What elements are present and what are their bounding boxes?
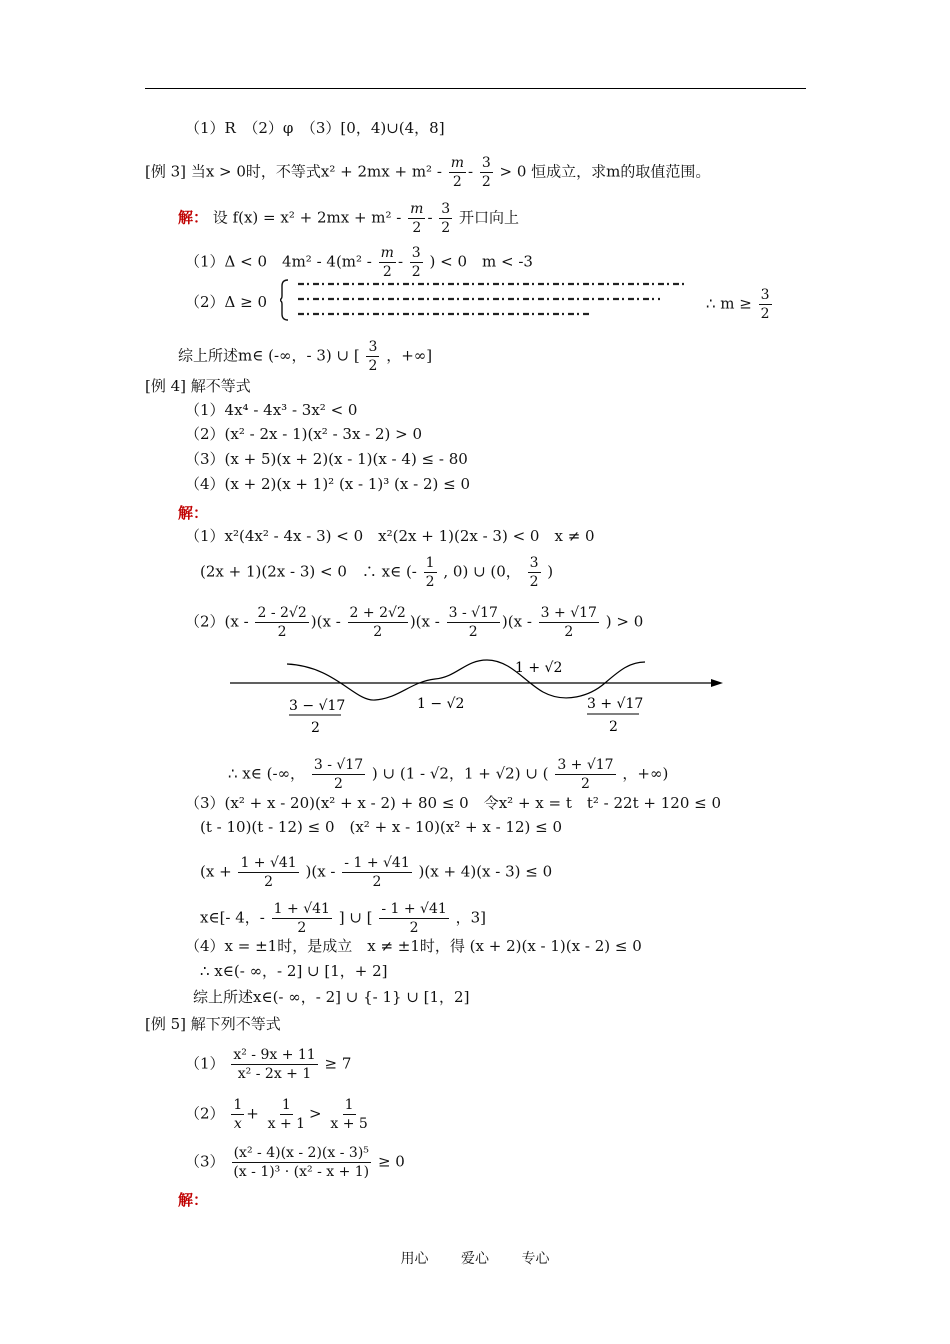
fraction: $\frac{3}{2}$ xyxy=(368,339,378,374)
fraction: $\frac{3 - √17}{2}$ xyxy=(448,605,498,640)
solution-label: 解： xyxy=(178,208,209,227)
solution-text: ) > 0 xyxy=(605,612,644,631)
question-text: ≥ 0 xyxy=(377,1152,405,1171)
fraction: $\frac{m}{2}$ xyxy=(410,201,424,236)
example-3-case-2-result xyxy=(706,286,774,323)
fraction: $\frac{1}{x + 1}$ xyxy=(267,1097,306,1132)
header-rule xyxy=(145,88,806,89)
footer-text: 专心 xyxy=(521,1251,550,1267)
solution-text: (x + xyxy=(200,862,232,881)
garbled-brace-system-image xyxy=(280,276,700,324)
fraction: $\frac{3 + √17}{2}$ xyxy=(540,605,597,640)
root-label-d: 3 + √17 xyxy=(587,696,644,712)
case-result-text: ∴ m ≥ xyxy=(706,294,752,313)
example-5-q1 xyxy=(185,1046,351,1083)
fraction: $\frac{- 1 + √41}{2}$ xyxy=(381,901,447,936)
fraction: $\frac{1}{2}$ xyxy=(425,555,435,590)
fraction: $\frac{\text{x² - 9x + 11}}{\text{x² - 2x + 1}}$ xyxy=(233,1047,316,1082)
example-3-text-post: > 0 恒成立，求m的取值范围。 xyxy=(499,162,711,181)
fraction: $\frac{1}{x + 5}$ xyxy=(330,1097,368,1132)
example-4-solution-3b: (t - 10)(t - 12) ≤ 0 (x² + x - 10)(x² + x - 12) ≤ 0 xyxy=(200,818,563,836)
solution-text: x∈[- 4，- xyxy=(200,908,265,927)
fraction: $\frac{m}{2}$ xyxy=(450,155,464,190)
example-4-solution-1a: （1）x²(4x² - 4x - 3) < 0 x²(2x + 1)(2x - 3) < 0 x ≠ 0 xyxy=(185,527,595,545)
example-5-label: [例 5] 解下列不等式 xyxy=(145,1015,281,1033)
example-3-case-2 xyxy=(185,292,267,312)
solution-text: ] ∪ [ xyxy=(338,908,373,927)
example-3-problem: [例 3] 当x > 0时，不等式x² + 2mx + m² - $\frac{m}{2}$ - $\frac{3}{2}$ > 0 恒成立，求m的取值范围。 xyxy=(145,155,711,190)
example-3-solution: 解： 设 f(x) = x² + 2mx + m² - $\frac{m}{2}$ - $\frac{3}{2}$ 开口向上 xyxy=(178,201,519,236)
footer-text: 用心 xyxy=(400,1251,429,1267)
sign-wave-curve xyxy=(287,660,645,700)
case-text: （2）Δ ≥ 0 xyxy=(185,293,268,311)
page-footer xyxy=(0,1248,950,1268)
solution-text: 开口向上 xyxy=(458,208,519,227)
fraction: $\frac{3}{2}$ xyxy=(481,155,491,190)
example-4-q1: （1）4x⁴ - 4x³ - 3x² < 0 xyxy=(185,401,358,419)
sign-chart-number-line xyxy=(225,652,725,742)
fraction: $\frac{3}{2}$ xyxy=(760,287,770,322)
fraction: $\frac{- 1 + √41}{2}$ xyxy=(344,855,410,890)
fraction: $\frac{2 - 2√2}{2}$ xyxy=(257,605,307,640)
example-3-case-1: （1）Δ < 0 4m² - 4(m² - $\frac{m}{2}$ - $\frac{3}{2}$ ) < 0 m < -3 xyxy=(185,245,533,280)
solution-text: ∴ x∈ (-∞， xyxy=(228,764,306,783)
root-label-b: 1 − √2 xyxy=(417,696,465,712)
fraction: $\frac{1}{x}$ xyxy=(233,1097,243,1132)
example-4-q3: （3）(x + 5)(x + 2)(x - 1)(x - 4) ≤ - 80 xyxy=(185,450,468,468)
question-number: （2） xyxy=(185,1104,225,1123)
example-4-solution-2: （2）(x - $\frac{2 - 2√2}{2}$ )(x - $\frac{2 + 2√2}{2}$ )(x - $\frac{3 - √17}{2}$ )(x - $\frac{3 + √17}{2}$ ) > 0 xyxy=(185,605,644,640)
example-4-solution-2-answer xyxy=(228,756,668,793)
fraction: $\frac{\text{(x² - 4)(x - 2)(x - 3)⁵}}{\text{(x - 1)³ · (x² - x + 1)}}$ xyxy=(233,1145,370,1180)
example-3-text-pre: 当x > 0时，不等式x² + 2mx + m² - xyxy=(190,162,442,181)
solution-text: (2x + 1)(2x - 3) < 0 ∴ x∈ (- xyxy=(200,562,417,581)
solution-label: 解： xyxy=(178,504,209,522)
root-label-a: 3 − √17 xyxy=(289,698,346,714)
example-5-q3 xyxy=(185,1144,405,1181)
fraction: $\frac{1 + √41}{2}$ xyxy=(240,855,297,890)
example-5-q2: （2） $\frac{1}{x}$ + $\frac{1}{x + 1}$ > $\frac{1}{x + 5}$ xyxy=(185,1097,368,1132)
solution-text: （2）(x - xyxy=(185,612,249,631)
axis-arrow-icon xyxy=(711,679,723,687)
previous-answers: （1）R （2）φ （3）[0，4)∪(4，8] xyxy=(185,119,445,137)
fraction: $\frac{3 + √17}{2}$ xyxy=(557,757,614,792)
example-4-solution-3a: （3）(x² + x - 20)(x² + x - 2) + 80 ≤ 0 令x² + x = t t² - 22t + 120 ≤ 0 xyxy=(185,794,722,812)
solution-label: 解： xyxy=(178,1191,209,1209)
summary-text: 综上所述m∈ (-∞，- 3) ∪ [ xyxy=(178,346,360,365)
example-4-solution-3c xyxy=(200,854,552,891)
example-4-solution-4a: （4）x = ±1时，是成立 x ≠ ±1时，得 (x + 2)(x - 1)(x - 2) ≤ 0 xyxy=(185,937,642,955)
case-text: ) < 0 m < -3 xyxy=(429,252,533,271)
fraction: $\frac{1 + √41}{2}$ xyxy=(273,901,330,936)
solution-text: 设 f(x) = x² + 2mx + m² - xyxy=(212,208,402,227)
example-4-label: [例 4] 解不等式 xyxy=(145,377,251,395)
example-4-solution-1b xyxy=(200,554,553,591)
fraction: $\frac{3 - √17}{2}$ xyxy=(313,757,364,792)
footer-text: 爱心 xyxy=(461,1251,489,1267)
example-4-solution-4b: ∴ x∈(- ∞，- 2] ∪ [1，+ 2] xyxy=(200,962,388,980)
example-3-label: [例 3] xyxy=(145,162,187,181)
fraction: $\frac{3}{2}$ xyxy=(411,245,421,280)
question-number: （3） xyxy=(185,1152,225,1171)
fraction: $\frac{m}{2}$ xyxy=(380,245,394,280)
example-3-summary xyxy=(178,338,432,375)
example-4-summary: 综上所述x∈(- ∞，- 2] ∪ {- 1} ∪ [1，2] xyxy=(193,988,470,1006)
fraction: $\frac{3}{2}$ xyxy=(441,201,451,236)
solution-text: ，+∞) xyxy=(622,764,669,783)
question-number: （1） xyxy=(185,1054,225,1073)
example-4-solution-3d xyxy=(200,900,486,937)
example-4-q4: （4）(x + 2)(x + 1)² (x - 1)³ (x - 2) ≤ 0 xyxy=(185,475,471,493)
summary-text: ，+∞] xyxy=(386,346,433,365)
solution-text: ，3] xyxy=(455,908,486,927)
solution-text: )(x + 4)(x - 3) ≤ 0 xyxy=(418,862,553,881)
solution-text: )(x - xyxy=(305,862,336,881)
solution-text: ) ∪ (1 - √2，1 + √2) ∪ ( xyxy=(371,764,549,783)
question-text: ≥ 7 xyxy=(324,1054,352,1073)
root-label-a-den: 2 xyxy=(311,720,320,736)
solution-text: ) xyxy=(547,562,554,581)
example-4-q2: （2）(x² - 2x - 1)(x² - 3x - 2) > 0 xyxy=(185,425,423,443)
root-label-d-den: 2 xyxy=(609,719,618,735)
root-label-c: 1 + √2 xyxy=(515,660,563,676)
solution-text: , 0) ∪ (0， xyxy=(443,562,521,581)
case-text: （1）Δ < 0 4m² - 4(m² - xyxy=(185,252,372,271)
fraction: $\frac{2 + 2√2}{2}$ xyxy=(349,605,406,640)
fraction: $\frac{3}{2}$ xyxy=(529,555,539,590)
